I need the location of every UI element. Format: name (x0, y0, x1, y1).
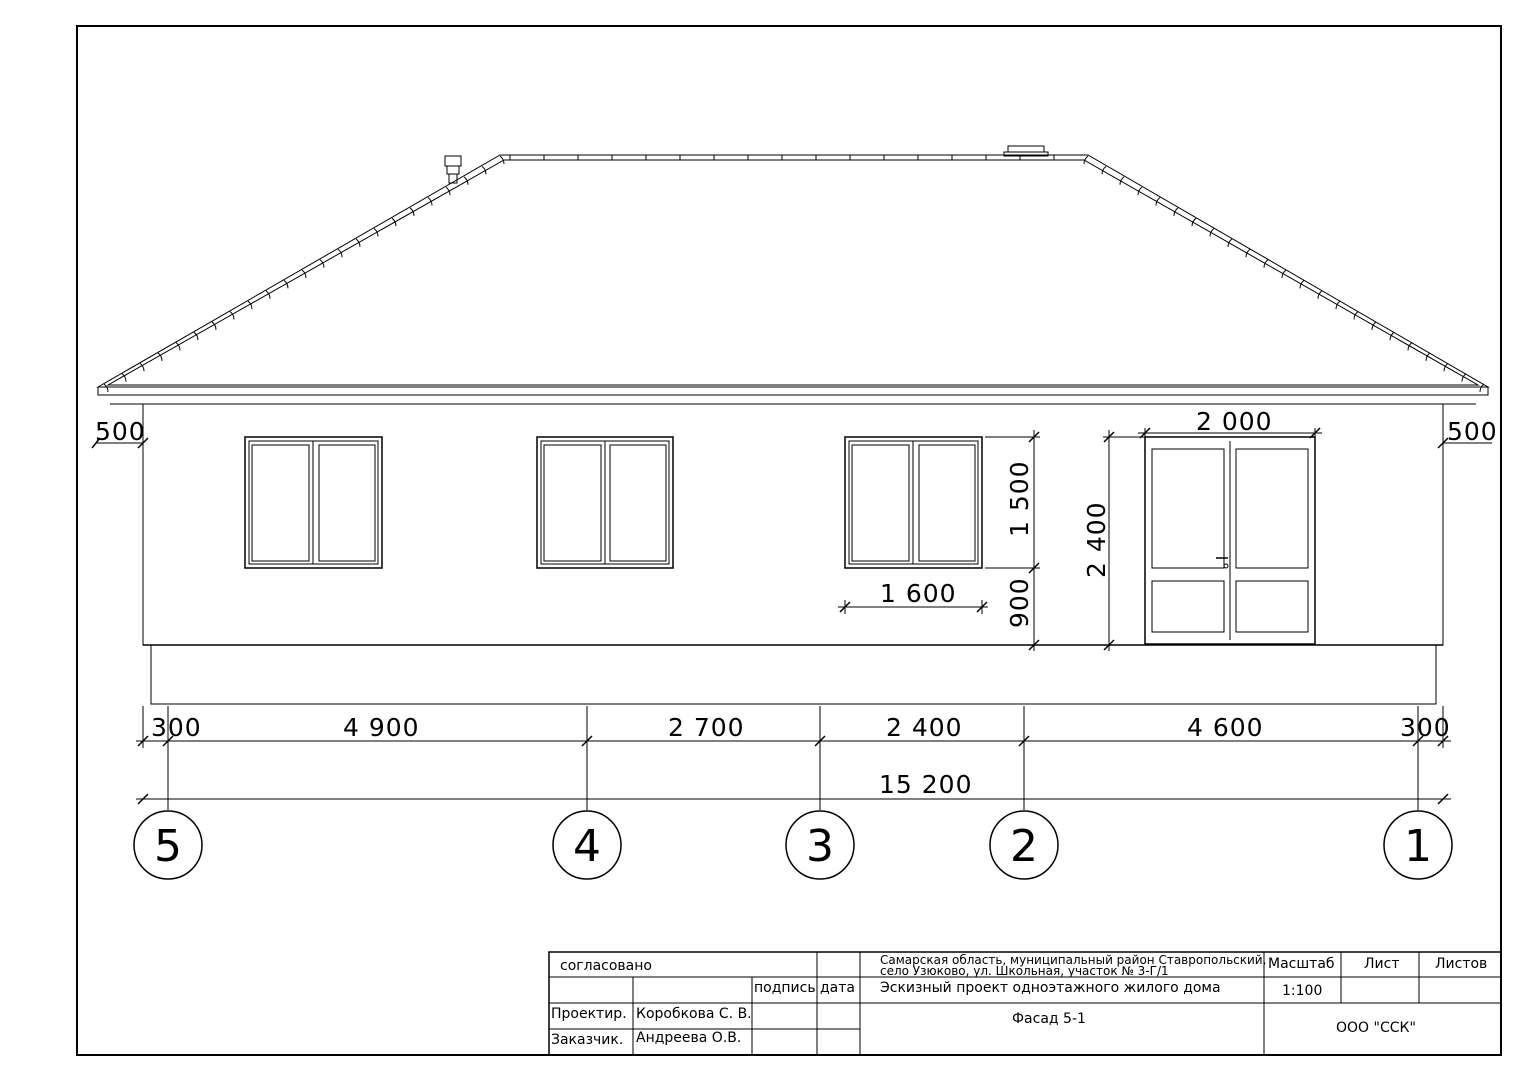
dim-overhang-left: 500 (95, 417, 146, 446)
dim-sill-height: 900 (1005, 577, 1034, 628)
dim-segment: 300 (151, 713, 202, 742)
tb-project-name: Эскизный проект одноэтажного жилого дома (880, 980, 1221, 996)
foundation-plinth (151, 645, 1436, 704)
tb-designer-name: Коробкова С. В. (636, 1006, 752, 1022)
drawing-frame (77, 26, 1501, 1055)
dim-door-height: 2 400 (1082, 501, 1111, 578)
dim-window-height: 1 500 (1005, 460, 1034, 537)
roof-outline-inner (108, 160, 1478, 385)
roof-tile-hook (1192, 218, 1196, 226)
dim-segment: 4 600 (1187, 713, 1264, 742)
tb-col-signature: подпись (754, 980, 816, 996)
roof-tile-hook (1120, 177, 1124, 185)
roof-tile-hook (446, 187, 450, 195)
window (245, 437, 382, 568)
tb-role-designer: Проектир. (551, 1006, 627, 1022)
axis-label: 2 (1010, 821, 1038, 872)
roof-tile-hook (1174, 208, 1178, 216)
roof-tile-hook (1138, 187, 1142, 195)
tb-address-line1: Самарская область, муниципальный район Ставропольский, (880, 953, 1267, 967)
tb-sheet-label: Лист (1364, 956, 1400, 972)
window (845, 437, 982, 568)
tb-company: ООО "ССК" (1336, 1020, 1416, 1036)
tb-address-line2: село Узюково, ул. Школьная, участок № 3-Г/1 (880, 964, 1169, 978)
window (537, 437, 673, 568)
dim-overhang-right: 500 (1447, 417, 1498, 446)
roof-tile-hook (428, 197, 432, 205)
axis-marker (1384, 811, 1452, 879)
dim-segment: 2 700 (668, 713, 745, 742)
door (1145, 437, 1315, 644)
roof-tile-hook (464, 177, 468, 185)
axis-label: 3 (806, 821, 834, 872)
dim-segment: 2 400 (886, 713, 963, 742)
axis-label: 1 (1404, 821, 1432, 872)
roof-tile-hook (1480, 384, 1484, 392)
roof-outline (98, 155, 1488, 387)
roof (98, 146, 1488, 404)
tb-scale-label: Масштаб (1268, 956, 1335, 972)
axis-marker (786, 811, 854, 879)
roof-tile-hook (482, 166, 486, 174)
eave-fascia (98, 387, 1488, 395)
tb-customer-name: Андреева О.В. (636, 1030, 742, 1046)
roof-tile-hook (1102, 166, 1106, 174)
dim-total: 15 200 (879, 770, 973, 799)
roof-tile-hook (1156, 197, 1160, 205)
tb-scale-value: 1:100 (1282, 983, 1323, 999)
dimension-ticks (92, 428, 1448, 804)
tb-agreed: согласовано (560, 958, 652, 974)
roof-tile-hook (1084, 156, 1088, 164)
dimension-lines (95, 404, 1492, 810)
tb-col-date: дата (820, 980, 855, 996)
tb-role-customer: Заказчик. (551, 1032, 624, 1048)
title-block (549, 952, 1501, 1055)
dim-segment: 4 900 (343, 713, 420, 742)
dim-door-width: 2 000 (1196, 407, 1273, 436)
tb-sheets-label: Листов (1435, 956, 1488, 972)
axis-marker (990, 811, 1058, 879)
axis-marker (134, 811, 202, 879)
axis-label: 5 (154, 821, 182, 872)
dim-window-width: 1 600 (880, 579, 957, 608)
wall (143, 404, 1443, 645)
dim-segment: 300 (1400, 713, 1451, 742)
ridge-tiles (104, 155, 1484, 392)
roof-tile-hook (500, 156, 504, 164)
tb-sheet-title: Фасад 5-1 (1012, 1011, 1086, 1027)
axis-marker (553, 811, 621, 879)
axis-label: 4 (573, 821, 601, 872)
